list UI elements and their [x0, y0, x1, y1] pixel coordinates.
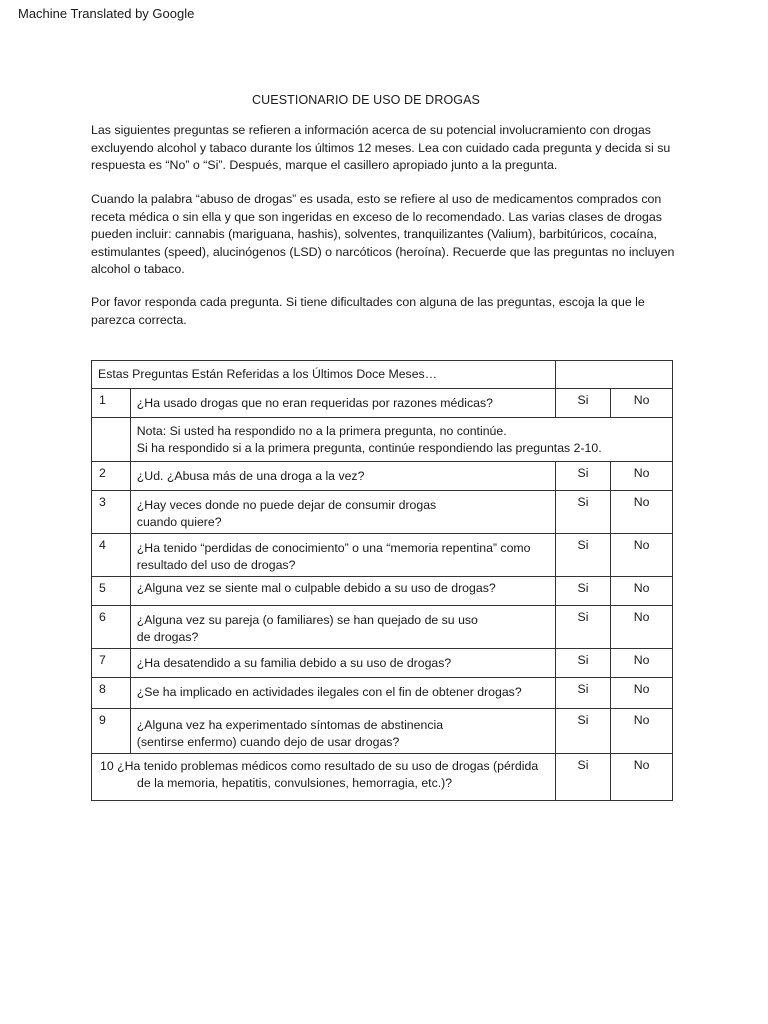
yes-checkbox-cell[interactable]: Si: [555, 491, 611, 534]
table-header-cell: Estas Preguntas Están Referidas a los Últimos Doce Meses…: [92, 361, 556, 389]
table-row: [92, 754, 673, 801]
table-header-row: [92, 361, 673, 389]
question-number: 6: [92, 606, 131, 649]
page-title: CUESTIONARIO DE USO DE DROGAS: [252, 93, 480, 107]
no-checkbox-cell[interactable]: No: [611, 389, 673, 418]
question-text: ¿Ud. ¿Abusa más de una droga a la vez?: [130, 462, 555, 491]
question-number: 7: [92, 649, 131, 678]
yes-checkbox-cell[interactable]: Si: [555, 462, 611, 491]
question-number: 3: [92, 491, 131, 534]
instructions-paragraph: Por favor responda cada pregunta. Si tiene dificultades con alguna de las preguntas, escoja la que le parezca correcta.: [91, 295, 645, 327]
no-checkbox-cell[interactable]: No: [611, 754, 673, 801]
no-checkbox-cell[interactable]: No: [611, 462, 673, 491]
yes-checkbox-cell[interactable]: Si: [555, 754, 611, 801]
question-number: 2: [92, 462, 131, 491]
no-checkbox-cell[interactable]: No: [611, 491, 673, 534]
question-text: ¿Alguna vez ha experimentado síntomas de abstinencia (sentirse enfermo) cuando dejo de usar drogas?: [130, 709, 555, 754]
yes-checkbox-cell[interactable]: Si: [555, 606, 611, 649]
table-row: [92, 649, 673, 678]
note-line-1: Nota: Si usted ha respondido no a la primera pregunta, no continúe.: [136, 424, 507, 438]
question-number: 4: [92, 534, 131, 577]
question-text: [92, 754, 556, 801]
table-header-empty-cell: [555, 361, 672, 389]
question-text-line-2: de la memoria, hepatitis, convulsiones, hemorragia, etc.)?: [137, 776, 453, 790]
yes-checkbox-cell[interactable]: Si: [555, 534, 611, 577]
question-text: ¿Hay veces donde no puede dejar de consumir drogas cuando quiere?: [130, 491, 555, 534]
question-text: ¿Ha tenido “perdidas de conocimiento” o una “memoria repentina” como resultado del uso de drogas?: [130, 534, 555, 577]
table-row: [92, 606, 673, 649]
yes-checkbox-cell[interactable]: Si: [555, 389, 611, 418]
table-row: [92, 389, 673, 418]
question-text: ¿Alguna vez su pareja (o familiares) se han quejado de su uso de drogas?: [130, 606, 555, 649]
yes-checkbox-cell[interactable]: Si: [555, 649, 611, 678]
note-row: [92, 418, 673, 462]
drug-abuse-definition-paragraph: Cuando la palabra “abuso de drogas” es usada, esto se refiere al uso de medicamentos comprados con receta médica o sin ella y que son ingeridas en exceso de lo recomendado. Las varias clases de drogas pueden incluir: cannabis (mariguana, hashis), solventes, tranquilizantes (Valium), barbitúricos, cocaína, estimulantes (speed), alucinógenos (LSD) o narcóticos (heroína). Recuerde que las preguntas no incluyen alcohol o tabaco.: [91, 192, 675, 276]
note-cell: [130, 418, 672, 462]
no-checkbox-cell[interactable]: No: [611, 534, 673, 577]
question-number: 9: [92, 709, 131, 754]
yes-checkbox-cell[interactable]: Si: [555, 577, 611, 606]
machine-translated-banner: Machine Translated by Google: [18, 6, 195, 21]
table-row: [92, 534, 673, 577]
question-number: 5: [92, 577, 131, 606]
questionnaire-table: [91, 360, 673, 801]
table-row: [92, 491, 673, 534]
no-checkbox-cell[interactable]: No: [611, 606, 673, 649]
no-checkbox-cell[interactable]: No: [611, 678, 673, 709]
question-number: 8: [92, 678, 131, 709]
question-text: ¿Ha usado drogas que no eran requeridas por razones médicas?: [130, 389, 555, 418]
yes-checkbox-cell[interactable]: Si: [555, 709, 611, 754]
question-text: ¿Se ha implicado en actividades ilegales con el fin de obtener drogas?: [130, 678, 555, 709]
note-line-2: Si ha respondido si a la primera pregunta, continúe respondiendo las preguntas 2-10.: [136, 441, 602, 455]
table-row: [92, 577, 673, 606]
question-text: ¿Alguna vez se siente mal o culpable debido a su uso de drogas?: [130, 577, 555, 606]
yes-checkbox-cell[interactable]: Si: [555, 678, 611, 709]
question-text-line-1: ¿Ha tenido problemas médicos como resultado de su uso de drogas (pérdida: [117, 759, 539, 773]
table-row: [92, 462, 673, 491]
table-row: [92, 709, 673, 754]
question-number: 1: [92, 389, 131, 418]
no-checkbox-cell[interactable]: No: [611, 577, 673, 606]
intro-paragraph: Las siguientes preguntas se refieren a información acerca de su potencial involucramiento con drogas excluyendo alcohol y tabaco durante los últimos 12 meses. Lea con cuidado cada pregunta y decida si su respuesta es “No” o “Si”. Después, marque el casillero apropiado junto a la pregunta.: [91, 123, 671, 172]
table-row: [92, 678, 673, 709]
no-checkbox-cell[interactable]: No: [611, 709, 673, 754]
question-text: ¿Ha desatendido a su familia debido a su uso de drogas?: [130, 649, 555, 678]
question-number: 10: [100, 759, 114, 773]
no-checkbox-cell[interactable]: No: [611, 649, 673, 678]
